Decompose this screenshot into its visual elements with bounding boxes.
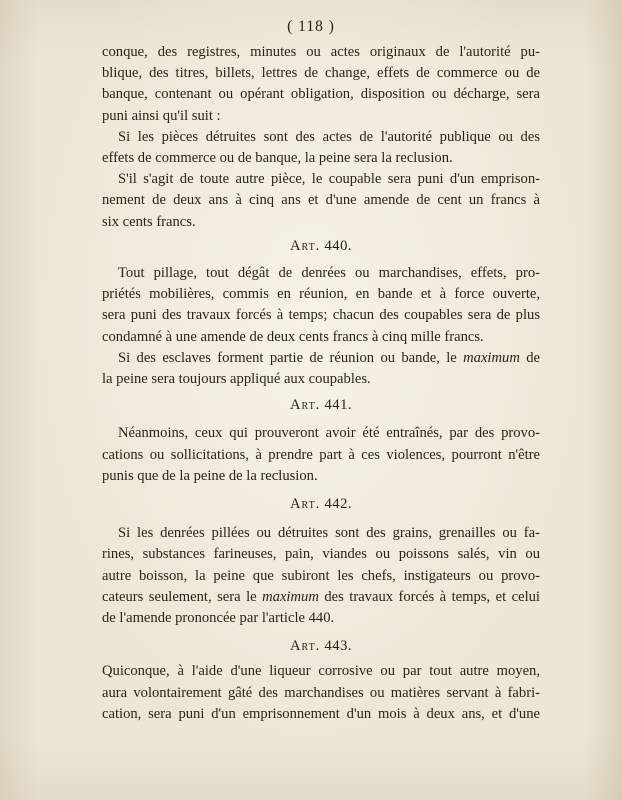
article-number: 441. bbox=[320, 397, 353, 414]
article-heading-442 bbox=[102, 494, 540, 515]
text-span: Si des esclaves forment partie de réunion ou bande, le bbox=[118, 349, 464, 366]
text-line: Quiconque, à l'aide d'une liqueur corrosive ou par tout autre moyen, bbox=[102, 663, 540, 680]
text-line: punis que de la peine de la reclusion. bbox=[102, 467, 318, 484]
article-label: Art. bbox=[289, 237, 321, 254]
text-line bbox=[102, 587, 540, 608]
text-line: nement de deux ans à cinq ans et d'une amende de cent un francs à bbox=[102, 192, 540, 209]
article-heading-443 bbox=[102, 636, 540, 657]
text-line: puni ainsi qu'il suit : bbox=[102, 107, 221, 124]
text-line: priétés mobilières, commis en réunion, en bande et à force ouverte, bbox=[102, 286, 540, 303]
text-line: Si les denrées pillées ou détruites sont des grains, grenailles ou fa- bbox=[118, 525, 540, 542]
text-line: de l'amende prononcée par l'article 440. bbox=[102, 610, 335, 627]
article-label: Art. bbox=[289, 496, 321, 513]
article-number: 440. bbox=[320, 237, 353, 254]
article-label: Art. bbox=[289, 638, 321, 655]
text-line: conque, des registres, minutes ou actes originaux de l'autorité pu- bbox=[102, 44, 540, 60]
text-line: condamné à une amende de deux cents francs à cinq mille francs. bbox=[102, 328, 484, 345]
text-line: effets de commerce ou de banque, la peine sera la reclusion. bbox=[102, 150, 453, 167]
italic-term: maximum bbox=[463, 349, 520, 366]
text-line: blique, des titres, billets, lettres de change, effets de commerce ou de bbox=[102, 65, 540, 82]
text-line: Néanmoins, ceux qui prouveront avoir été entraînés, par des provo- bbox=[118, 425, 540, 442]
text-line: Tout pillage, tout dégât de denrées ou marchandises, effets, pro- bbox=[118, 265, 540, 282]
body-text bbox=[102, 42, 540, 725]
text-line: sera puni des travaux forcés à temps; chacun des coupables sera de plus bbox=[102, 307, 540, 324]
text-line: aura volontairement gâté des marchandises ou matières servant à fabri- bbox=[102, 684, 540, 701]
text-line bbox=[102, 348, 540, 369]
article-number: 443. bbox=[320, 638, 353, 655]
text-span: cateurs seulement, sera le bbox=[102, 588, 263, 605]
text-line: la peine sera toujours appliqué aux coupables. bbox=[102, 371, 371, 388]
text-line: autre boisson, la peine que subiront les chefs, instigateurs ou provo- bbox=[102, 567, 540, 584]
text-line: rines, substances farineuses, pain, viandes ou poissons salés, vin ou bbox=[102, 546, 540, 563]
article-label: Art. bbox=[289, 397, 321, 414]
article-number: 442. bbox=[320, 496, 353, 513]
text-span: des travaux forcés à temps, et celui bbox=[318, 588, 540, 605]
text-line: cation, sera puni d'un emprisonnement d'un mois à deux ans, et d'une bbox=[102, 705, 540, 722]
article-heading-441 bbox=[102, 395, 540, 416]
text-line: Si les pièces détruites sont des actes de l'autorité publique ou des bbox=[118, 128, 540, 145]
page-number: ( 118 ) bbox=[287, 18, 335, 35]
article-heading-440 bbox=[102, 236, 540, 257]
text-line: S'il s'agit de toute autre pièce, le coupable sera puni d'un emprison- bbox=[118, 171, 540, 188]
text-line: banque, contenant ou opérant obligation, disposition ou décharge, sera bbox=[102, 86, 540, 103]
text-span: de bbox=[519, 349, 540, 366]
italic-term: maximum bbox=[262, 588, 319, 605]
text-line: six cents francs. bbox=[102, 213, 196, 230]
text-line: cations ou sollicitations, à prendre part à ces violences, pourront n'être bbox=[102, 446, 540, 463]
